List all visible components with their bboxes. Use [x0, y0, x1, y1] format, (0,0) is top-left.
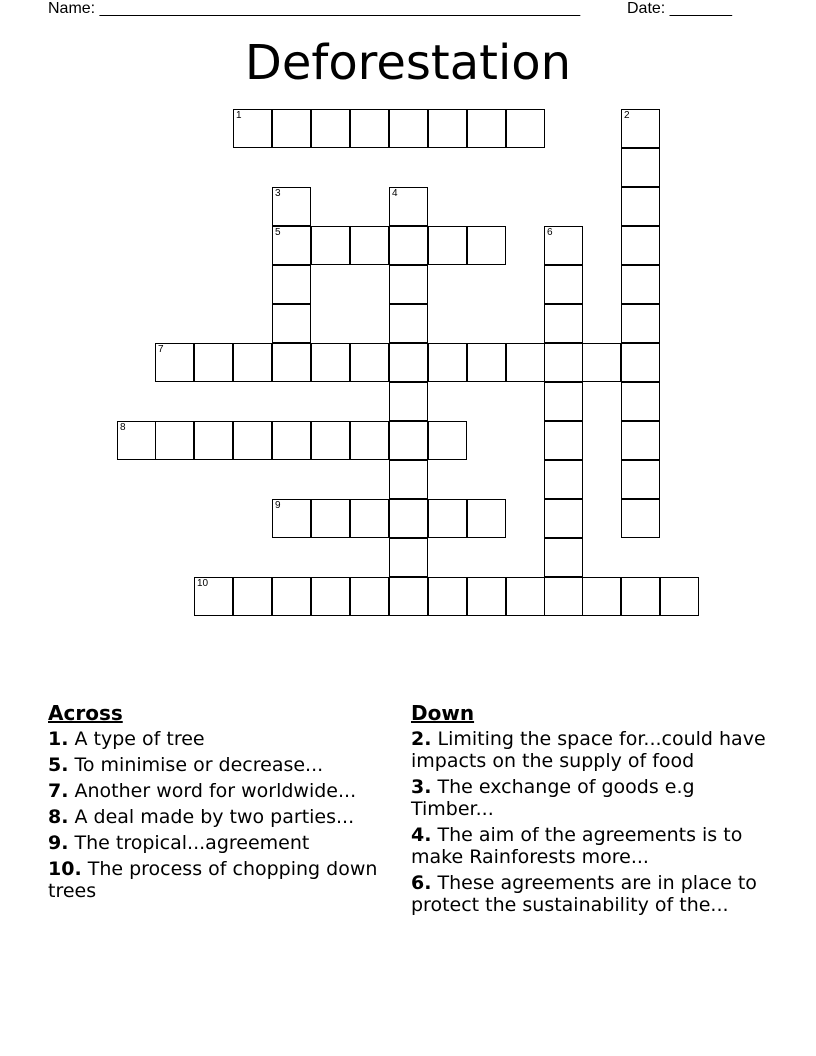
across-clue-9 — [48, 832, 388, 854]
clue-text: Another word for worldwide... — [74, 780, 357, 802]
grid-cell[interactable] — [544, 343, 583, 382]
grid-cell[interactable] — [389, 226, 428, 265]
grid-cell[interactable] — [311, 226, 350, 265]
grid-cell-number: 9 — [275, 500, 281, 511]
grid-cell[interactable] — [582, 343, 621, 382]
grid-cell[interactable] — [544, 304, 583, 343]
clue-number: 3. — [411, 776, 432, 798]
grid-cell[interactable] — [389, 265, 428, 304]
grid-cell[interactable] — [233, 577, 272, 616]
grid-cell[interactable] — [194, 343, 233, 382]
grid-cell[interactable] — [272, 499, 311, 538]
grid-cell[interactable] — [272, 421, 311, 460]
grid-cell[interactable] — [311, 109, 350, 148]
across-clue-7 — [48, 780, 388, 802]
grid-cell[interactable] — [389, 109, 428, 148]
grid-cell[interactable] — [350, 109, 389, 148]
grid-cell[interactable] — [621, 187, 660, 226]
clue-number: 2. — [411, 728, 432, 750]
grid-cell[interactable] — [272, 109, 311, 148]
clue-text: To minimise or decrease... — [74, 754, 324, 776]
grid-cell[interactable] — [428, 577, 467, 616]
grid-cell[interactable] — [389, 187, 428, 226]
clue-number: 6. — [411, 872, 432, 894]
down-clue-4 — [411, 824, 781, 868]
grid-cell-number: 1 — [236, 110, 242, 121]
grid-cell[interactable] — [621, 226, 660, 265]
grid-cell[interactable] — [544, 382, 583, 421]
grid-cell-number: 5 — [275, 227, 281, 238]
grid-cell[interactable] — [389, 499, 428, 538]
across-clue-8 — [48, 806, 388, 828]
grid-cell[interactable] — [621, 382, 660, 421]
clue-text: The process of chopping down trees — [48, 858, 378, 902]
grid-cell-number: 10 — [197, 578, 209, 589]
clue-text: A type of tree — [74, 728, 205, 750]
grid-cell[interactable] — [467, 343, 506, 382]
down-clues — [411, 700, 781, 920]
grid-cell[interactable] — [506, 109, 545, 148]
clue-number: 8. — [48, 806, 69, 828]
grid-cell[interactable] — [428, 226, 467, 265]
grid-cell[interactable] — [621, 421, 660, 460]
grid-cell-number: 8 — [120, 422, 126, 433]
grid-cell[interactable] — [621, 148, 660, 187]
grid-cell[interactable] — [660, 577, 699, 616]
across-clue-5 — [48, 754, 388, 776]
grid-cell[interactable] — [350, 421, 389, 460]
grid-cell[interactable] — [544, 538, 583, 577]
across-clues — [48, 700, 388, 906]
grid-cell[interactable] — [117, 421, 156, 460]
grid-cell[interactable] — [544, 421, 583, 460]
date-field-label: Date: _______ — [627, 0, 732, 17]
grid-cell[interactable] — [582, 577, 621, 616]
clue-text: The exchange of goods e.g Timber... — [411, 776, 695, 820]
grid-cell-number: 2 — [624, 110, 630, 121]
grid-cell-number: 6 — [547, 227, 553, 238]
grid-cell[interactable] — [506, 577, 545, 616]
grid-cell[interactable] — [621, 265, 660, 304]
grid-cell[interactable] — [194, 577, 233, 616]
grid-cell[interactable] — [544, 460, 583, 499]
grid-cell-number: 4 — [392, 188, 398, 199]
across-heading: Across — [48, 701, 123, 725]
grid-cell[interactable] — [544, 499, 583, 538]
grid-cell[interactable] — [389, 460, 428, 499]
grid-cell[interactable] — [233, 421, 272, 460]
grid-cell[interactable] — [428, 109, 467, 148]
grid-cell[interactable] — [311, 421, 350, 460]
grid-cell[interactable] — [272, 577, 311, 616]
grid-cell[interactable] — [389, 538, 428, 577]
down-clue-2 — [411, 728, 781, 772]
page-title: Deforestation — [244, 35, 572, 91]
grid-cell[interactable] — [272, 187, 311, 226]
grid-cell[interactable] — [233, 343, 272, 382]
grid-cell[interactable] — [272, 226, 311, 265]
grid-cell[interactable] — [350, 226, 389, 265]
grid-cell[interactable] — [467, 226, 506, 265]
clue-text: A deal made by two parties... — [74, 806, 355, 828]
grid-cell[interactable] — [311, 577, 350, 616]
clue-text: The aim of the agreements is to make Rainforests more... — [411, 824, 743, 868]
grid-cell[interactable] — [621, 577, 660, 616]
clue-text: The tropical...agreement — [74, 832, 310, 854]
grid-cell[interactable] — [621, 499, 660, 538]
grid-cell[interactable] — [621, 343, 660, 382]
grid-cell[interactable] — [428, 499, 467, 538]
grid-cell[interactable] — [272, 265, 311, 304]
grid-cell[interactable] — [544, 265, 583, 304]
grid-cell[interactable] — [155, 421, 194, 460]
grid-cell[interactable] — [194, 421, 233, 460]
clue-number: 1. — [48, 728, 69, 750]
grid-cell[interactable] — [233, 109, 272, 148]
grid-cell[interactable] — [467, 109, 506, 148]
grid-cell[interactable] — [506, 343, 545, 382]
grid-cell[interactable] — [428, 421, 467, 460]
grid-cell[interactable] — [389, 304, 428, 343]
grid-cell[interactable] — [467, 577, 506, 616]
clue-number: 10. — [48, 858, 82, 880]
across-clue-10 — [48, 858, 388, 902]
grid-cell[interactable] — [389, 421, 428, 460]
grid-cell[interactable] — [389, 382, 428, 421]
grid-cell[interactable] — [389, 343, 428, 382]
clue-text: These agreements are in place to protect the sustainability of the... — [411, 872, 757, 916]
down-clue-6 — [411, 872, 781, 916]
name-field-label: Name: ______________________________________________________ — [48, 0, 581, 17]
grid-cell[interactable] — [389, 577, 428, 616]
clue-number: 7. — [48, 780, 69, 802]
grid-cell[interactable] — [311, 499, 350, 538]
grid-cell[interactable] — [272, 343, 311, 382]
grid-cell-number: 3 — [275, 188, 281, 199]
grid-cell[interactable] — [621, 304, 660, 343]
grid-cell[interactable] — [428, 343, 467, 382]
grid-cell[interactable] — [544, 226, 583, 265]
grid-cell[interactable] — [467, 499, 506, 538]
down-heading: Down — [411, 701, 475, 725]
clue-text: Limiting the space for...could have impacts on the supply of food — [411, 728, 766, 772]
grid-cell[interactable] — [621, 109, 660, 148]
grid-cell[interactable] — [350, 577, 389, 616]
grid-cell[interactable] — [350, 499, 389, 538]
grid-cell[interactable] — [544, 577, 583, 616]
grid-cell[interactable] — [621, 460, 660, 499]
clue-number: 9. — [48, 832, 69, 854]
clue-number: 5. — [48, 754, 69, 776]
grid-cell[interactable] — [272, 304, 311, 343]
grid-cell[interactable] — [155, 343, 194, 382]
down-clue-3 — [411, 776, 781, 820]
across-clue-1 — [48, 728, 388, 750]
clue-number: 4. — [411, 824, 432, 846]
grid-cell[interactable] — [350, 343, 389, 382]
grid-cell-number: 7 — [158, 344, 164, 355]
grid-cell[interactable] — [311, 343, 350, 382]
